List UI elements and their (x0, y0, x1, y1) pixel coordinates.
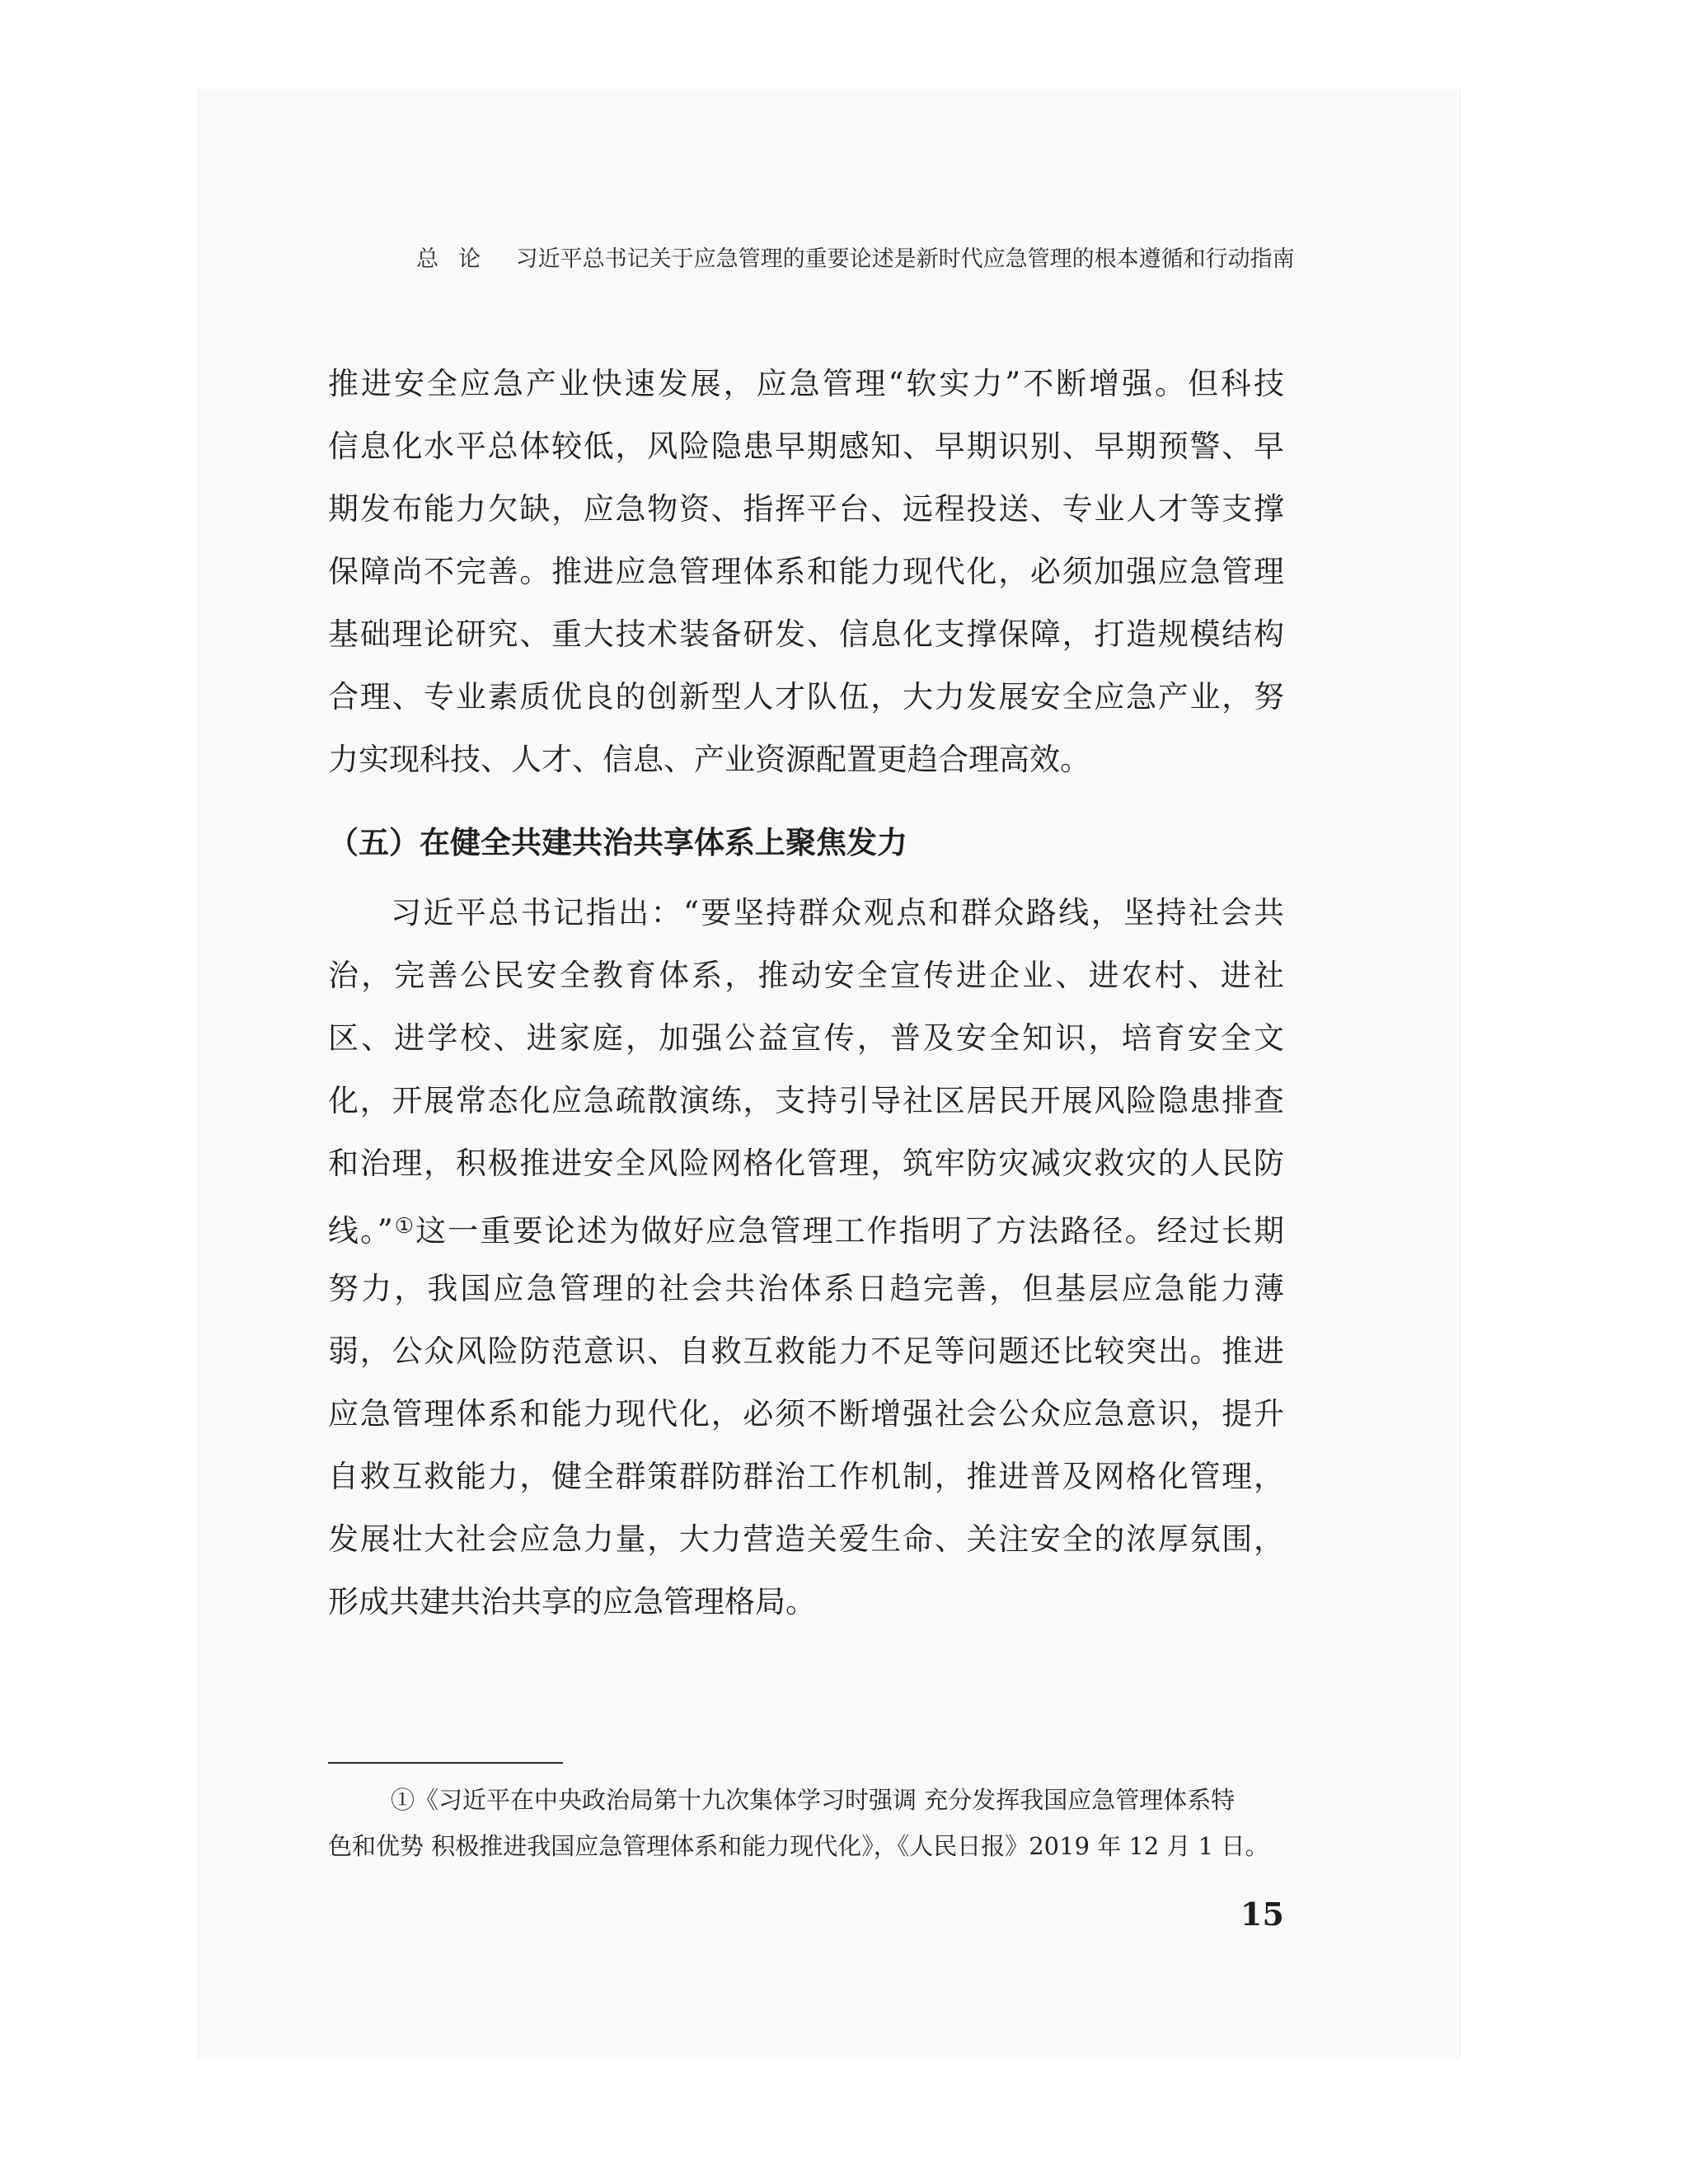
note-line-end: 这一重要论述为做好应急管理工作指明了方法路径。经过长期 (415, 1213, 1285, 1249)
running-head-title: 习近平总书记关于应急管理的重要论述是新时代应急管理的根本遵循和行动指南 (515, 246, 1295, 272)
running-head (416, 241, 1306, 273)
text-line: 合理、专业素质优良的创新型人才队伍，大力发展安全应急产业，努 (328, 679, 1284, 715)
section-heading: （五）在健全共建共治共享体系上聚焦发力 (328, 824, 907, 860)
text-line-with-note (328, 1195, 1284, 1258)
paragraph-1 (328, 353, 1284, 791)
text-line: 形成共建共治共享的应急管理格局。 (328, 1584, 816, 1619)
text-line: 自救互救能力，健全群策群防群治工作机制，推进普及网格化管理， (328, 1459, 1284, 1494)
text-line: 弱，公众风险防范意识、自救互救能力不足等问题还比较突出。推进 (328, 1333, 1284, 1369)
footnote-marker[interactable]: ① (392, 1214, 416, 1239)
text-line: 基础理论研究、重大技术装备研发、信息化支撑保障，打造规模结构 (328, 616, 1284, 652)
text-line: 区、进学校、进家庭，加强公益宣传，普及安全知识，培育安全文 (328, 1020, 1284, 1056)
text-line: 发展壮大社会应急力量，大力营造关爱生命、关注安全的浓厚氛围， (328, 1521, 1284, 1557)
text-line: 化，开展常态化应急疏散演练，支持引导社区居民开展风险隐患排查 (328, 1083, 1284, 1118)
text-line: 努力，我国应急管理的社会共治体系日趋完善，但基层应急能力薄 (328, 1271, 1284, 1306)
text-line: 治，完善公民安全教育体系，推动安全宣传进企业、进农村、进社 (328, 958, 1284, 993)
footnote-line: ①《习近平在中央政治局第十九次集体学习时强调 充分发挥我国应急管理体系特 (391, 1786, 1236, 1814)
text-line: 信息化水平总体较低，风险隐患早期感知、早期识别、早期预警、早 (328, 429, 1284, 464)
footnotes (328, 1777, 1284, 1869)
body-text (328, 353, 1284, 1633)
running-head-section: 总论 (416, 246, 500, 272)
footnote-divider (328, 1762, 563, 1764)
footnote-line: 色和优势 积极推进我国应急管理体系和能力现代化》，《人民日报》2019 年 12 月 1 日。 (328, 1832, 1269, 1860)
text-line: 期发布能力欠缺，应急物资、指挥平台、远程投送、专业人才等支撑 (328, 491, 1284, 527)
note-line-start: 线。” (328, 1213, 393, 1249)
text-line: 力实现科技、人才、信息、产业资源配置更趋合理高效。 (328, 742, 1090, 777)
page-number: 15 (1240, 1896, 1284, 1933)
text-line: 保障尚不完善。推进应急管理体系和能力现代化，必须加强应急管理 (328, 554, 1284, 589)
text-line: 推进安全应急产业快速发展，应急管理“软实力”不断增强。但科技 (328, 366, 1284, 401)
paragraph-2 (328, 882, 1284, 1633)
text-line: 应急管理体系和能力现代化，必须不断增强社会公众应急意识，提升 (328, 1396, 1284, 1432)
text-line: 和治理，积极推进安全风险网格化管理，筑牢防灾减灾救灾的人民防 (328, 1146, 1284, 1181)
text-line: 习近平总书记指出：“要坚持群众观点和群众路线，坚持社会共 (391, 895, 1284, 930)
